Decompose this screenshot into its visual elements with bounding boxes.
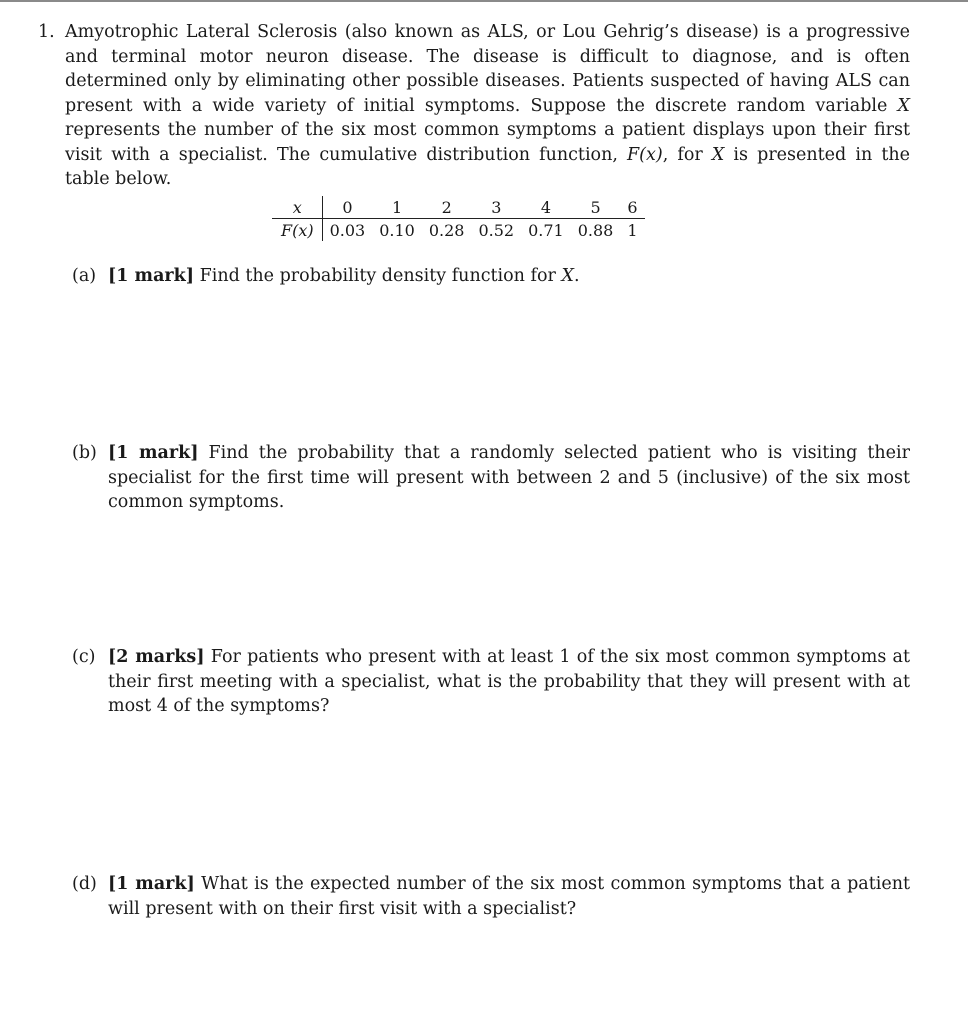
part-a bbox=[72, 264, 910, 289]
x-value: 6 bbox=[620, 196, 644, 219]
part-d-body: What is the expected number of the six most common symptoms that a patient will present with on their first visit with a specialist? bbox=[108, 874, 911, 919]
question-text-part-4: is presented in the table below. bbox=[65, 144, 910, 189]
fx-value: 0.88 bbox=[577, 220, 614, 240]
x-value: 4 bbox=[521, 196, 571, 219]
question-text bbox=[65, 20, 910, 192]
fx-value: 0.52 bbox=[478, 220, 515, 240]
part-label: (d) bbox=[72, 874, 97, 894]
fx-value: 0.71 bbox=[528, 220, 564, 240]
x-value: 3 bbox=[471, 196, 521, 219]
part-a-body: Find the probability density function for bbox=[194, 266, 562, 286]
question-1 bbox=[38, 20, 910, 192]
fx-value: 1 bbox=[627, 220, 638, 240]
fx-row-label: F(x) bbox=[272, 219, 322, 242]
x-value: 5 bbox=[571, 196, 621, 219]
cdf-table-x-row bbox=[272, 196, 645, 219]
question-text-part-2: represents the number of the six most common symptoms a patient displays upon their first visit with a specialist. The cumulative distribution function, bbox=[65, 120, 910, 165]
marks-label: [2 marks] bbox=[108, 647, 205, 667]
part-c bbox=[72, 645, 910, 719]
x-value: 1 bbox=[372, 196, 422, 219]
part-c-text bbox=[108, 645, 910, 719]
cdf-table-fx-row bbox=[272, 219, 645, 242]
question-number: 1. bbox=[38, 22, 55, 42]
fx-value: 0.28 bbox=[428, 220, 465, 240]
variable-x: X bbox=[897, 95, 910, 116]
part-a-end: . bbox=[573, 266, 580, 286]
part-label: (b) bbox=[72, 443, 97, 463]
x-value: 2 bbox=[422, 196, 472, 219]
part-d bbox=[72, 872, 910, 921]
x-row-label: x bbox=[272, 196, 322, 219]
part-b bbox=[72, 441, 910, 515]
cdf-table bbox=[272, 196, 645, 241]
question-text-part-3: , for bbox=[662, 144, 712, 165]
variable-x: X bbox=[561, 266, 574, 286]
part-label: (a) bbox=[72, 266, 97, 286]
top-rule bbox=[0, 0, 968, 2]
part-b-text bbox=[108, 441, 910, 515]
question-text-part-1: Amyotrophic Lateral Sclerosis (also known as ALS, or Lou Gehrig’s disease) is a progressive and terminal motor neuron disease. The disease is difficult to diagnose, and is often determined only by eliminating other possible diseases. Patients suspected of having ALS can present with a wide variety of initial symptoms. Suppose the discrete random variable bbox=[65, 22, 910, 116]
marks-label: [1 mark] bbox=[108, 874, 195, 894]
part-label: (c) bbox=[72, 647, 96, 667]
part-d-text bbox=[108, 872, 910, 921]
x-value: 0 bbox=[322, 196, 372, 219]
variable-x: X bbox=[711, 144, 725, 165]
fx-value: 0.03 bbox=[329, 220, 366, 240]
part-c-body: For patients who present with at least 1 of the six most common symptoms at their first meeting with a specialist, what is the probability that they will present with at most 4 of the symptoms? bbox=[108, 647, 910, 716]
marks-label: [1 mark] bbox=[108, 443, 199, 463]
cdf-notation: F(x) bbox=[627, 144, 663, 165]
fx-value: 0.10 bbox=[379, 220, 415, 240]
part-a-text bbox=[108, 264, 910, 289]
part-b-body: Find the probability that a randomly selected patient who is visiting their specialist for the first time will present with between 2 and 5 (inclusive) of the six most common symptoms. bbox=[108, 443, 910, 512]
marks-label: [1 mark] bbox=[108, 266, 195, 286]
